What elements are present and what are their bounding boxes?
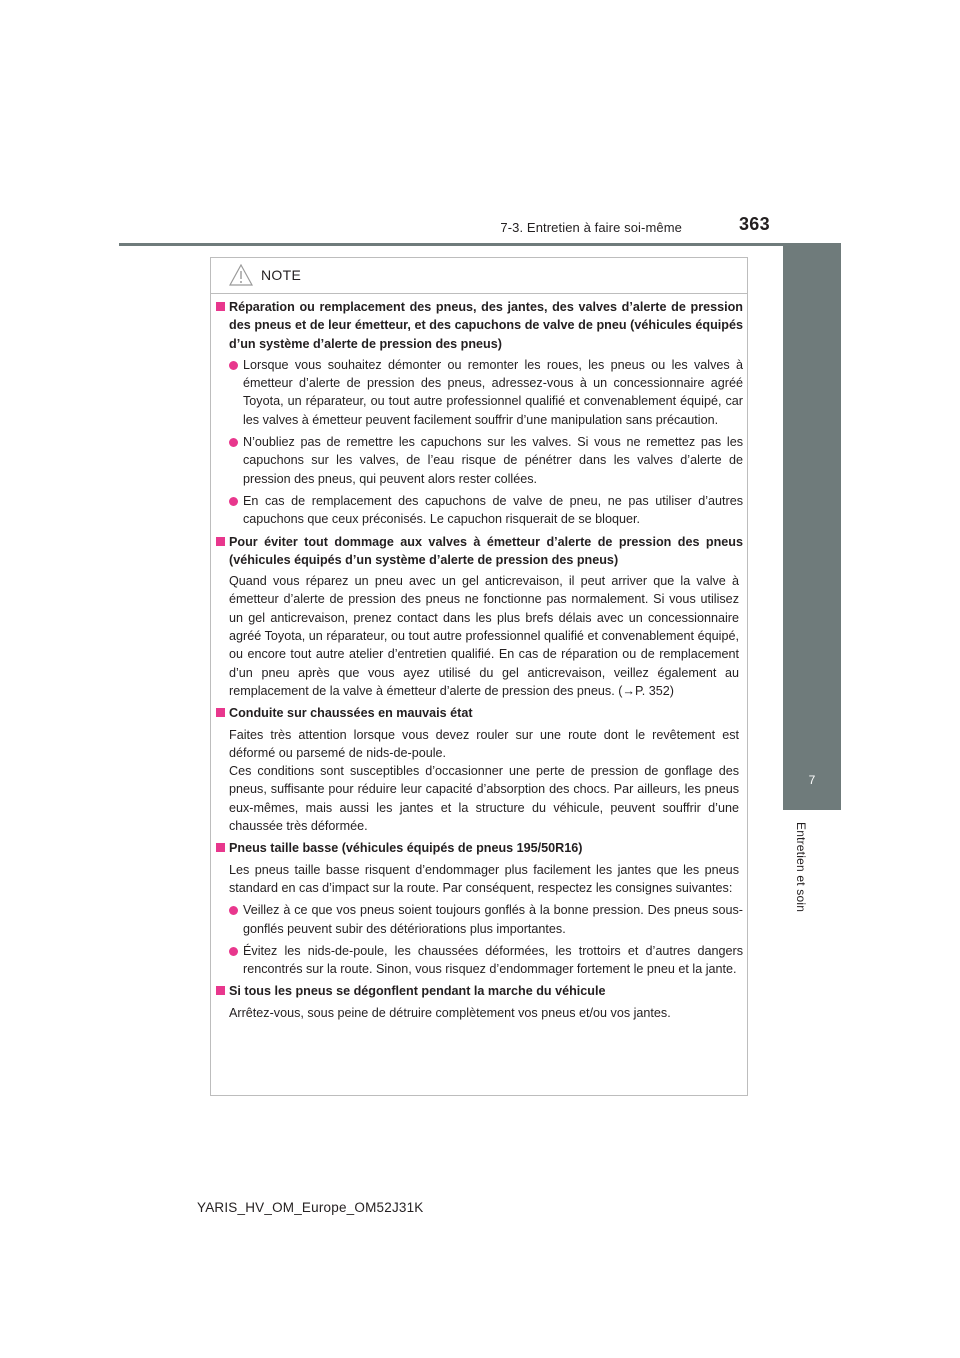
list-item: Veillez à ce que vos pneus soient toujours gonflés à la bonne pression. Des pneus sous-gonflés peuvent subir des détériorations plus importantes. (211, 901, 743, 938)
list-item: En cas de remplacement des capuchons de valve de pneu, ne pas utiliser d’autres capuchons que ceux préconisés. Le capuchon risquerait de se bloquer. (211, 492, 743, 529)
header-rule (119, 243, 841, 246)
note-title: NOTE (261, 267, 302, 283)
side-rule (783, 246, 841, 1066)
warning-triangle-icon (229, 264, 253, 286)
note-box (210, 257, 748, 1096)
list-item: Lorsque vous souhaitez démonter ou remonter les roues, les pneus ou les valves à émetteur d’alerte de pression des pneus, adressez-vous à un concessionnaire agréé Toyota, un réparateur, ou tout autre professionnel qualifié et convenablement équipé, car les valves à émetteur peuvent facilement souffrir d’une manipulation sans précaution. (211, 356, 743, 429)
document-code: YARIS_HV_OM_Europe_OM52J31K (197, 1200, 424, 1215)
page-number: 363 (739, 214, 770, 234)
chapter-number: 7 (808, 773, 816, 787)
section-heading: Réparation ou remplacement des pneus, des jantes, des valves d’alerte de pression des pneus et de leur émetteur, et des capuchons de valve de pneu (véhicules équipés d’un système d’alerte de pression des pneus) (211, 298, 743, 353)
paragraph: Faites très attention lorsque vous devez rouler sur une route dont le revêtement est déformé ou parsemé de nids-de-poule. (229, 727, 739, 760)
paragraph: Arrêtez-vous, sous peine de détruire complètement vos pneus et/ou vos jantes. (229, 1005, 671, 1020)
list-item: N’oubliez pas de remettre les capuchons sur les valves. Si vous ne remettez pas les capuchons sur les valves, de l’eau risque de pénétrer dans les valves d’alerte de pression des pneus, qui peuvent alors rester collées. (211, 433, 743, 488)
chapter-label: Entretien et soin (794, 822, 808, 913)
section-title: 7-3. Entretien à faire soi-même (500, 220, 682, 235)
note-header (229, 262, 301, 288)
section-heading: Pour éviter tout dommage aux valves à émetteur d’alerte de pression des pneus (véhicules équipés d’un système d’alerte de pression des pneus) (211, 533, 743, 570)
list-item: Évitez les nids-de-poule, les chaussées déformées, les trottoirs et d’autres dangers rencontrés sur la route. Sinon, vous risquez d’endommager fortement le pneu et la jante. (211, 942, 743, 979)
chapter-tab[interactable] (783, 750, 841, 810)
note-divider (211, 293, 747, 294)
note-content (211, 298, 749, 1026)
paragraph: Les pneus taille basse risquent d’endommager plus facilement les jantes que les pneus standard en cas d’impact sur la route. Par conséquent, respectez les consignes suivantes: (229, 862, 739, 895)
paragraph: Ces conditions sont susceptibles d’occasionner une perte de pression de gonflage des pneus, suffisante pour réduire leur capacité d’absorption des chocs. Par ailleurs, les pneus eux-mêmes, mais aussi les jantes et la structure du véhicule, peuvent souffrir d’une chaussée très déformée. (229, 764, 739, 834)
section-heading: Pneus taille basse (véhicules équipés de pneus 195/50R16) (211, 839, 743, 857)
paragraph: Quand vous réparez un pneu avec un gel anticrevaison, il peut arriver que la valve à émetteur d’alerte de pression des pneus ne fonctionne pas normalement. Si vous utilisez un gel anticrevaison, prenez contact dans les plus brefs délais avec un concessionnaire agréé Toyota, un réparateur, ou tout autre professionnel qualifié et convenablement équipé, ou encore tout autre atelier d’entretien qualifié. En cas de réparation ou de remplacement d’un pneu après que vous ayez utilisé du gel anticrevaison, veillez également au remplacement de la valve à émetteur d’alerte de pression des pneus. (→P. 352) (229, 574, 739, 698)
section-heading: Si tous les pneus se dégonflent pendant la marche du véhicule (211, 982, 743, 1000)
section-heading: Conduite sur chaussées en mauvais état (211, 704, 743, 722)
